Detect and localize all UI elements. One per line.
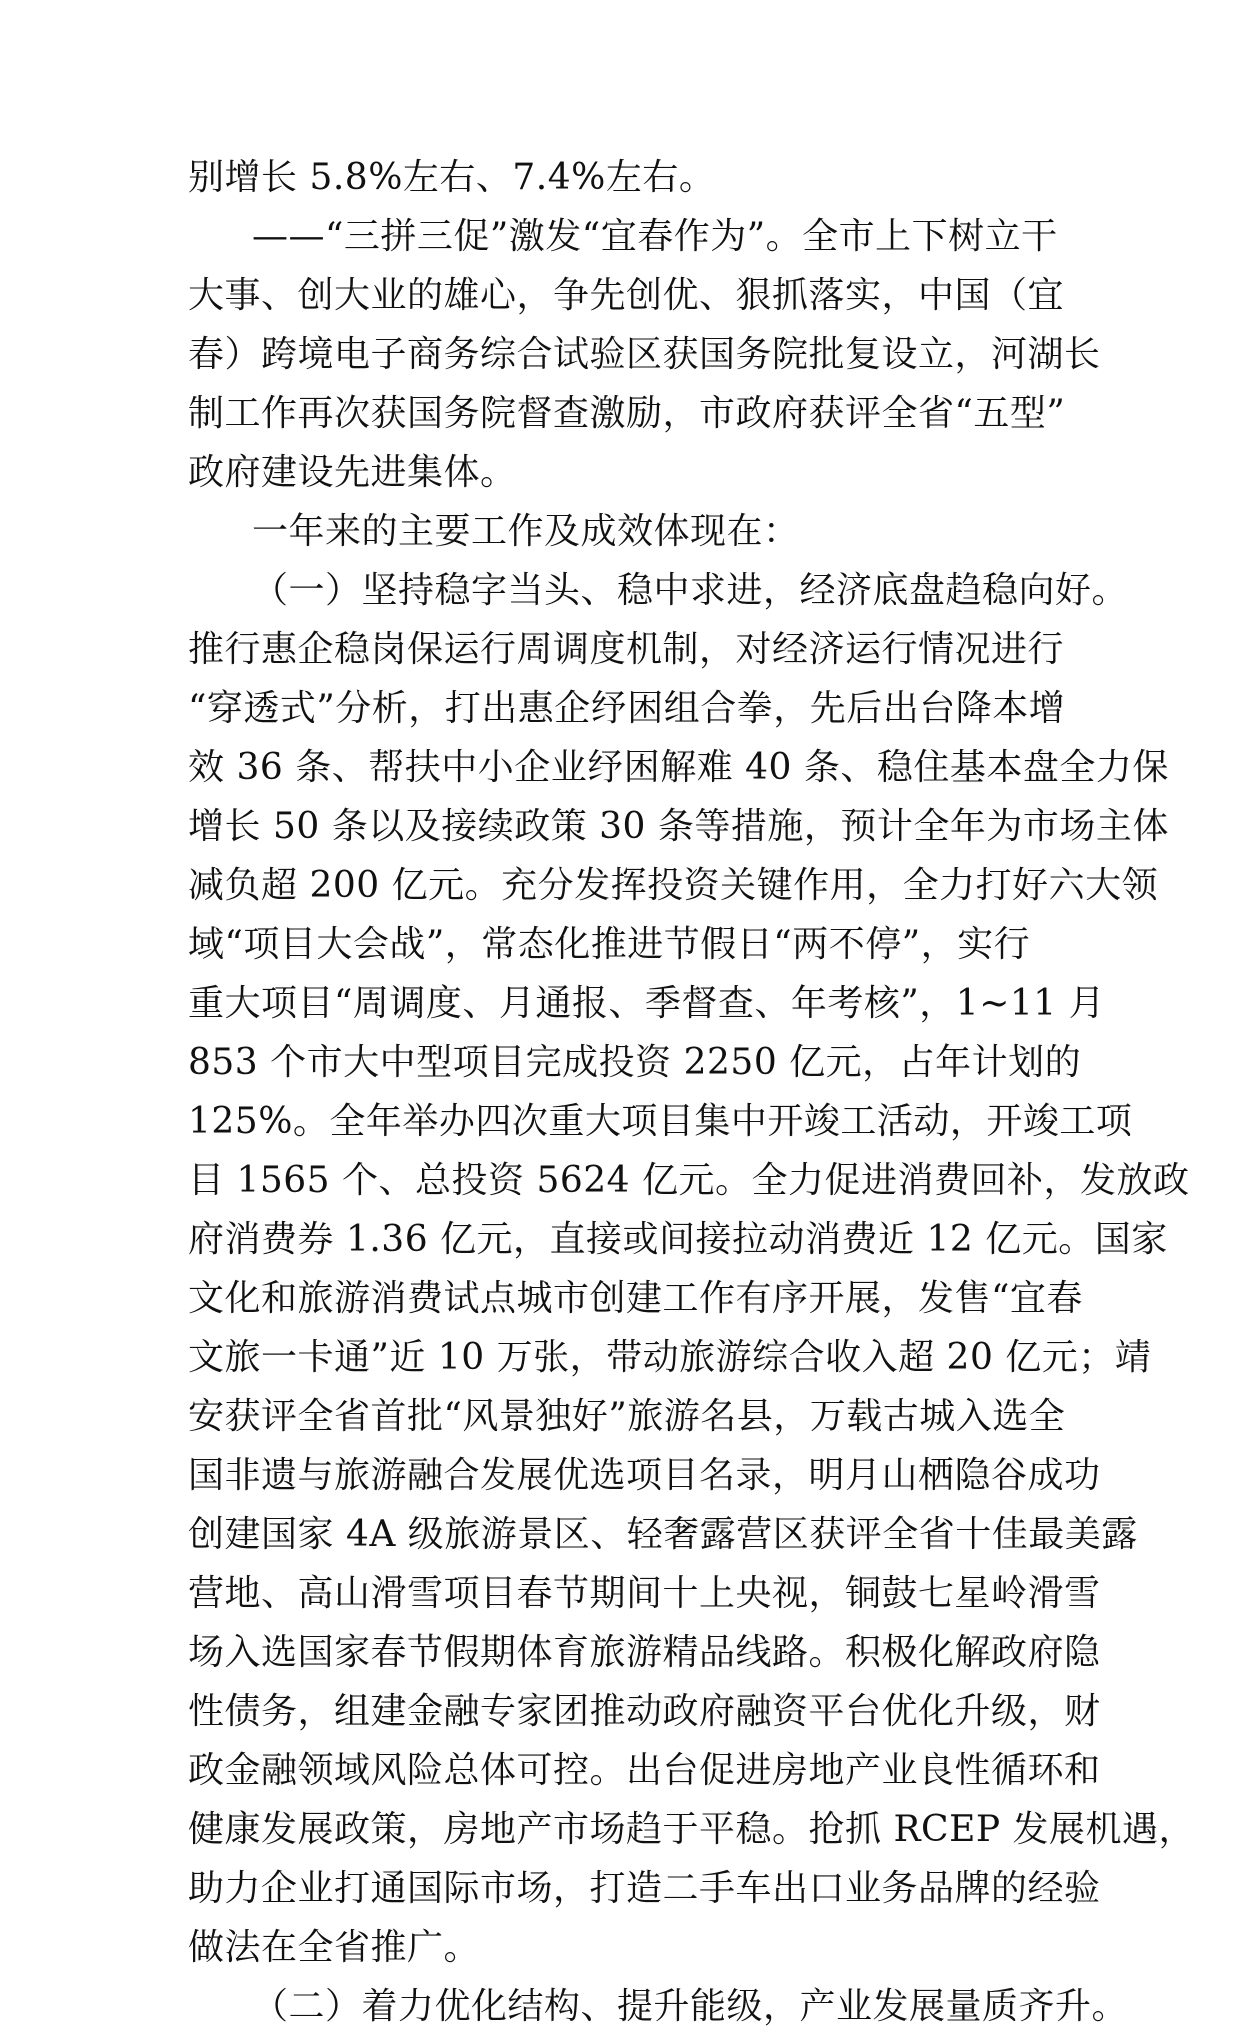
text-line: 增长 50 条以及接续政策 30 条等措施，预计全年为市场主体 xyxy=(188,806,1169,847)
text-line: 大事、创大业的雄心，争先创优、狠抓落实，中国（宜 xyxy=(188,275,1065,316)
text-line: 安获评全省首批“风景独好”旅游名县，万载古城入选全 xyxy=(188,1396,1066,1437)
text-line: 创建国家 4A 级旅游景区、轻奢露营区获评全省十佳最美露 xyxy=(188,1514,1138,1555)
text-line: 助力企业打通国际市场，打造二手车出口业务品牌的经验 xyxy=(188,1868,1101,1909)
text-line: 域“项目大会战”，常态化推进节假日“两不停”，实行 xyxy=(188,924,1031,965)
text-line: 目 1565 个、总投资 5624 亿元。全力促进消费回补，发放政 xyxy=(188,1160,1190,1201)
section-heading-line: （二）着力优化结构、提升能级，产业发展量质齐升。 xyxy=(252,1986,1129,2027)
text-line: “穿透式”分析，打出惠企纾困组合拳，先后出台降本增 xyxy=(188,688,1066,729)
text-line: 春）跨境电子商务综合试验区获国务院批复设立，河湖长 xyxy=(188,334,1101,375)
paragraph-start-line: ——“三拼三促”激发“宜春作为”。全市上下树立干 xyxy=(252,216,1058,257)
text-line: 重大项目“周调度、月通报、季督查、年考核”，1~11 月 xyxy=(188,983,1106,1024)
text-line: 别增长 5.8%左右、7.4%左右。 xyxy=(188,157,716,198)
text-line: 制工作再次获国务院督查激励，市政府获评全省“五型” xyxy=(188,393,1066,434)
text-line: 做法在全省推广。 xyxy=(188,1927,481,1968)
body-text xyxy=(188,148,1196,2036)
paragraph-start-line: 一年来的主要工作及成效体现在： xyxy=(252,511,800,552)
text-line: 国非遗与旅游融合发展优选项目名录，明月山栖隐谷成功 xyxy=(188,1455,1101,1496)
text-line: 推行惠企稳岗保运行周调度机制，对经济运行情况进行 xyxy=(188,629,1065,670)
text-line: 政府建设先进集体。 xyxy=(188,452,517,493)
section-heading-line: （一）坚持稳字当头、稳中求进，经济底盘趋稳向好。 xyxy=(252,570,1129,611)
text-line: 文化和旅游消费试点城市创建工作有序开展，发售“宜春 xyxy=(188,1278,1083,1319)
text-line: 场入选国家春节假期体育旅游精品线路。积极化解政府隐 xyxy=(188,1632,1101,1673)
text-line: 健康发展政策，房地产市场趋于平稳。抢抓 RCEP 发展机遇， xyxy=(188,1809,1196,1850)
text-line: 营地、高山滑雪项目春节期间十上央视，铜鼓七星岭滑雪 xyxy=(188,1573,1101,1614)
text-line: 效 36 条、帮扶中小企业纾困解难 40 条、稳住基本盘全力保 xyxy=(188,747,1169,788)
text-line: 府消费券 1.36 亿元，直接或间接拉动消费近 12 亿元。国家 xyxy=(188,1219,1168,1260)
text-line: 性债务，组建金融专家团推动政府融资平台优化升级，财 xyxy=(188,1691,1101,1732)
text-line: 125%。全年举办四次重大项目集中开竣工活动，开竣工项 xyxy=(188,1101,1133,1142)
text-line: 政金融领域风险总体可控。出台促进房地产业良性循环和 xyxy=(188,1750,1101,1791)
text-line: 853 个市大中型项目完成投资 2250 亿元，占年计划的 xyxy=(188,1042,1082,1083)
text-line: 文旅一卡通”近 10 万张，带动旅游综合收入超 20 亿元；靖 xyxy=(188,1337,1152,1378)
text-line: 减负超 200 亿元。充分发挥投资关键作用，全力打好六大领 xyxy=(188,865,1159,906)
